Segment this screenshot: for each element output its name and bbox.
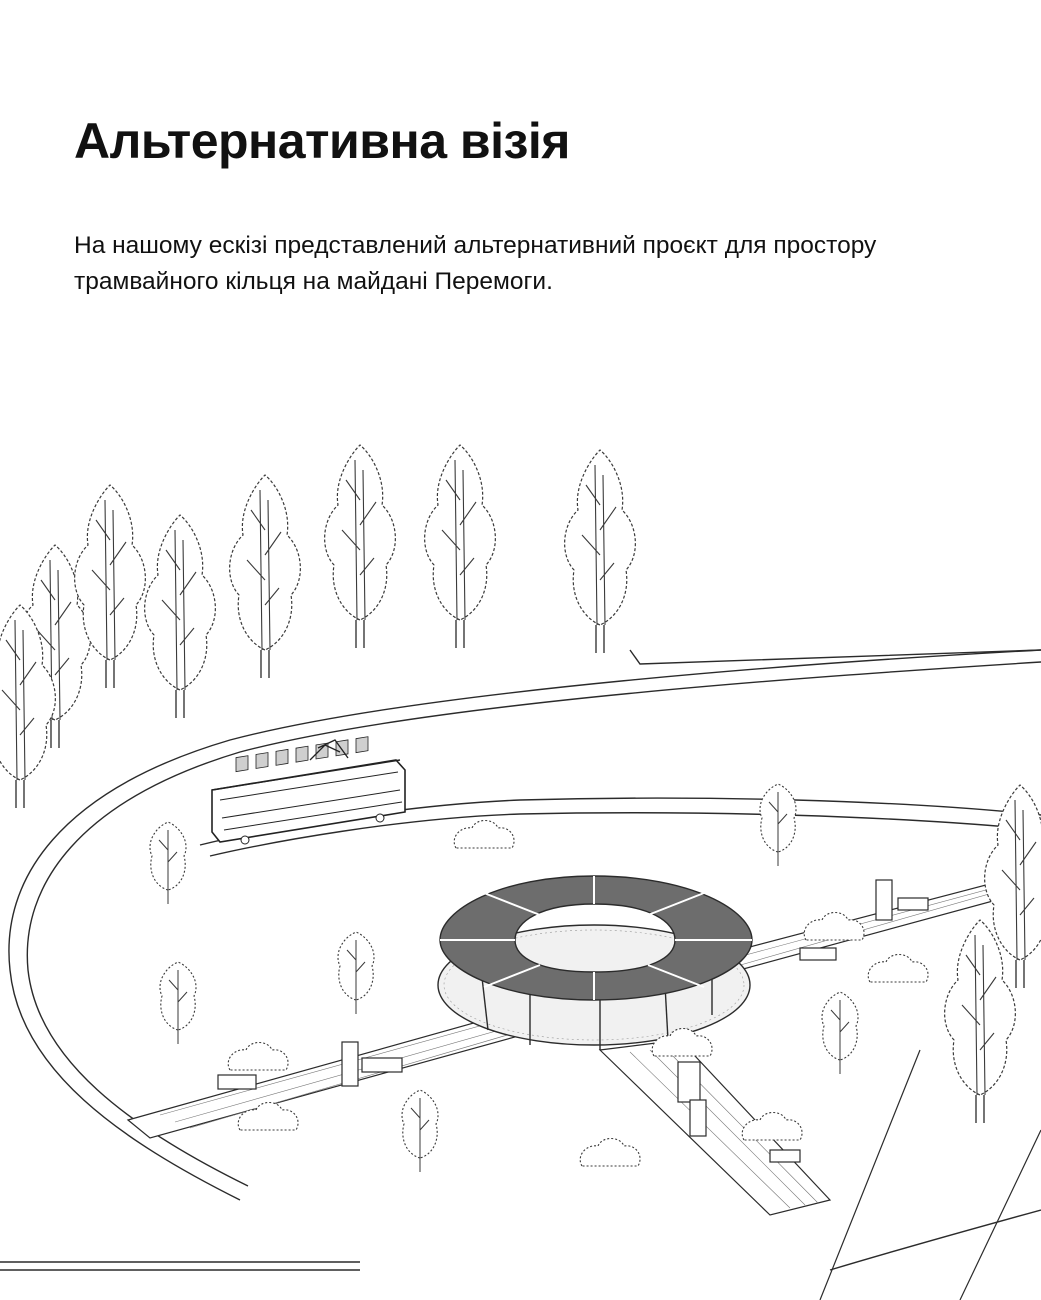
tram	[212, 737, 405, 844]
page-title: Альтернативна візія	[74, 113, 570, 169]
page-description: На нашому ескізі представлений альтернативний проєкт для простору трамвайного кільця на майдані Перемоги.	[74, 232, 877, 295]
pavilion	[438, 876, 752, 1050]
tram-loop-sketch	[0, 360, 1041, 1300]
